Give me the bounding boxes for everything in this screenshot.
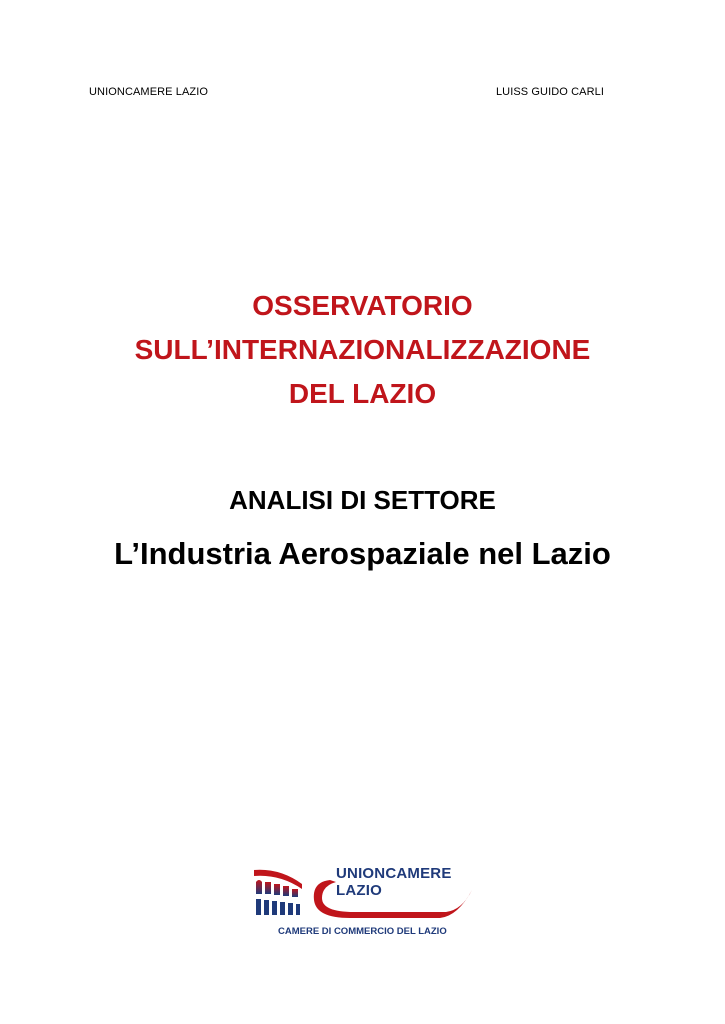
header-left-text: UNIONCAMERE LAZIO (89, 86, 209, 98)
document-title (0, 284, 725, 416)
header-right-text: LUISS GUIDO CARLI (495, 86, 604, 98)
document-subtitle: L’Industria Aerospaziale nel Lazio (114, 536, 611, 571)
logo-tagline: CAMERE DI COMMERCIO DEL LAZIO (278, 926, 447, 937)
title-line-2: SULL’INTERNAZIONALIZZAZIONE (134, 334, 591, 365)
page-header (89, 86, 604, 98)
title-line-1: OSSERVATORIO (252, 290, 473, 321)
unioncamere-logo (250, 860, 480, 945)
logo-name-line-1: UNIONCAMERE (336, 865, 452, 882)
logo-wordmark (336, 865, 452, 899)
logo-name-line-2: LAZIO (336, 882, 382, 899)
section-heading: ANALISI DI SETTORE (229, 485, 496, 515)
title-line-3: DEL LAZIO (288, 378, 437, 409)
